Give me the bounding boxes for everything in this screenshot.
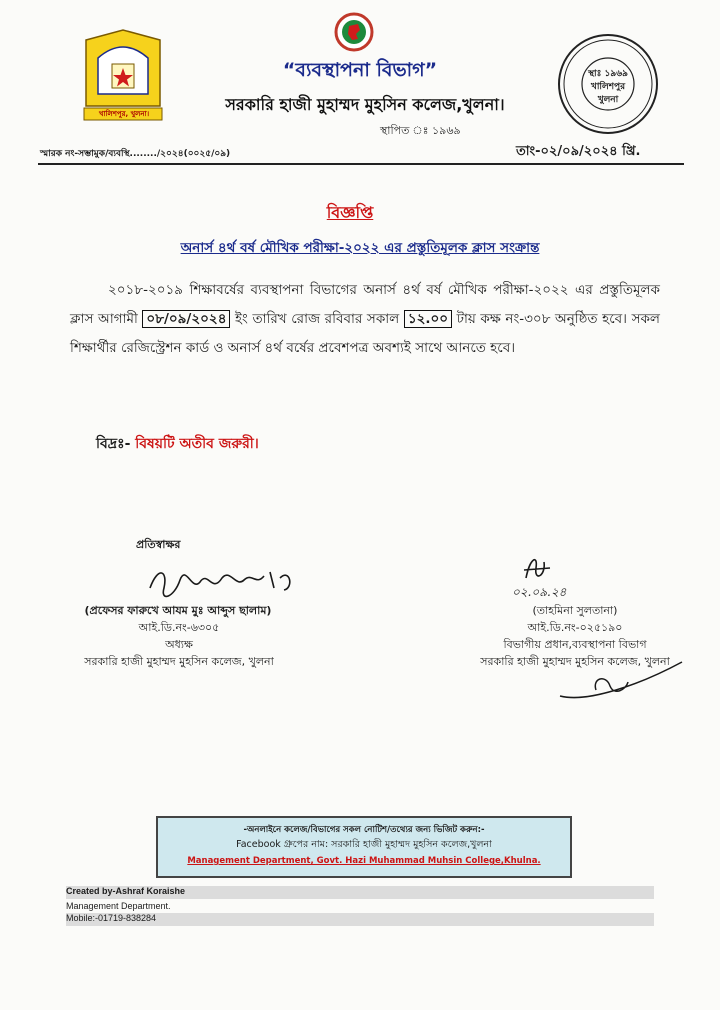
signature-scribble-icon [556,656,686,712]
countersign-label: প্রতিস্বাক্ষর [136,538,181,551]
header-divider [38,163,684,165]
signature-date: ০২.০৯.২৪ [512,585,567,599]
head-id: আই.ডি.নং-০২৫১৯০ [527,621,623,634]
bangladesh-emblem-icon [334,12,374,52]
head-institution: সরকারি হাজী মুহাম্মদ মুহসিন কলেজ, খুলনা [480,655,670,668]
note-label: বিদ্রঃ- [96,436,131,452]
notice-title: বিজ্ঞপ্তি [326,203,374,222]
head-designation: বিভাগীয় প্রধান,ব্যবস্থাপনা বিভাগ [503,638,647,651]
college-name: সরকারি হাজী মুহাম্মদ মুহসিন কলেজ,খুলনা। [225,95,505,114]
credit-mobile: Mobile:-01719-838284 [66,913,157,923]
class-time-box: ১২.০০ [404,310,452,328]
department-title: “ব্যবস্থাপনা বিভাগ” [282,59,438,81]
principal-name: (প্রফেসর ফারুখে আযম মুঃ আব্দুস ছালাম) [84,604,272,617]
principal-institution: সরকারি হাজী মুহাম্মদ মুহসিন কলেজ, খুলনা [84,655,274,668]
body-text-2: ইং তারিখ রোজ রবিবার সকাল [235,311,400,327]
info-box [156,816,572,878]
created-by: Created by-Ashraf Koraishe [66,886,186,896]
principal-signature-icon [140,558,300,606]
head-name: (তাহমিনা সুলতানা) [532,604,618,617]
notice-body [70,276,660,363]
principal-id: আই.ডি.নং-৬৩০৫ [138,621,220,634]
head-signature-icon [516,548,576,588]
class-date-box: ০৮/০৯/২০২৪ [142,310,230,328]
principal-signature-block [64,602,294,670]
info-line-1: -অনলাইনে কলেজ/বিভাগের সকল নোটিশ/তথ্যের জন্য ভিজিট করুন:- [243,825,485,835]
info-line-2: Facebook গ্রুপের নাম: সরকারি হাজী মুহাম্মদ মুহসিন কলেজ,খুলনা [236,839,492,850]
notice-date: তাং-০২/০৯/২০২৪ খ্রি. [516,144,641,159]
note [96,432,259,456]
memo-number: স্মারক নং-সম্ভামুক/ব্যবস্থি......../২০২৪(০০২৫/০৯) [40,149,231,159]
seal-text: স্থাঃ ১৯৬৯ খালিশপুর খুলনা [588,69,628,105]
note-text: বিষয়টি অতীব জরুরী। [135,436,259,452]
principal-designation: অধ্যক্ষ [165,638,193,651]
notice-subject: অনার্স ৪র্থ বর্ষ মৌখিক পরীক্ষা-২০২২ এর প্রস্তুতিমূলক ক্লাস সংক্রান্ত [180,240,540,256]
info-line-3: Management Department, Govt. Hazi Muhammad Muhsin College,Khulna. [187,856,541,866]
credit-department: Management Department. [66,901,171,911]
established-year: স্থাপিত ঃ ১৯৬৯ [380,124,461,137]
body-text-3: টায় কক্ষ নং-৩০৮ অনুষ্ঠিত হবে। সকল শিক্ষার্থীর রেজিস্ট্রেশন কার্ড ও অনার্স ৪র্থ বর্ষের প্রবেশপত্র অবশ্যই সাথে আনতে হবে। [70,311,660,356]
logo-caption: খালিশপুর, খুলনা। [98,110,150,118]
body-text-1: ২০১৮-২০১৯ শিক্ষাবর্ষের ব্যবস্থাপনা বিভাগের অনার্স ৪র্থ বর্ষ মৌখিক পরীক্ষা-২০২২ এর প্রস্তুতিমূলক ক্লাস আগামী [70,282,660,327]
